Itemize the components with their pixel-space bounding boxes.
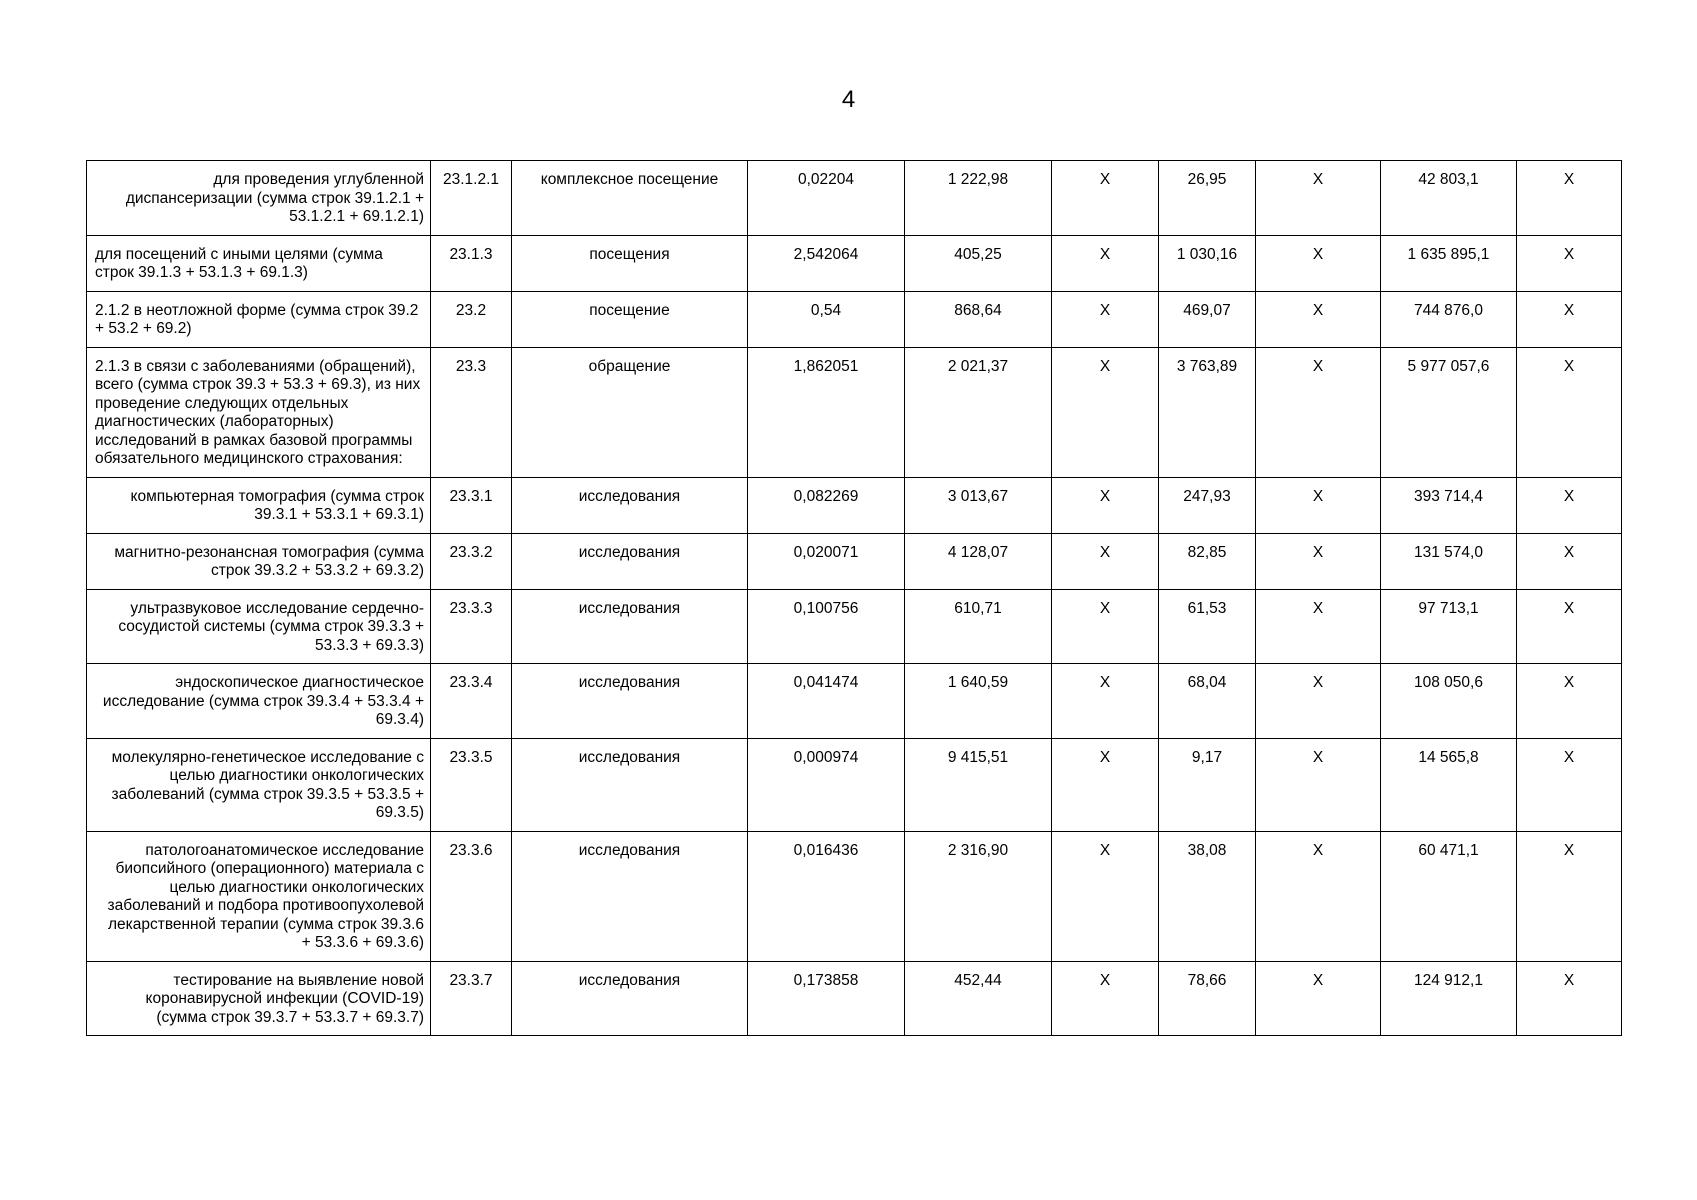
table-row — [87, 161, 1622, 236]
table-row — [87, 589, 1622, 664]
row-value-col9: 131 574,0 — [1381, 533, 1517, 589]
row-value-col10: Х — [1517, 533, 1622, 589]
row-code-cell: 23.3.2 — [431, 533, 512, 589]
row-value-col7: 469,07 — [1159, 291, 1256, 347]
row-code-cell: 23.3.1 — [431, 477, 512, 533]
row-value-col5: 3 013,67 — [905, 477, 1052, 533]
row-value-col5: 2 316,90 — [905, 831, 1052, 961]
row-code-cell: 23.3.3 — [431, 589, 512, 664]
row-name-cell: магнитно-резонансная томография (сумма строк 39.3.2 + 53.3.2 + 69.3.2) — [87, 533, 431, 589]
row-value-col6: Х — [1052, 664, 1159, 739]
row-code-cell: 23.3.7 — [431, 961, 512, 1036]
row-unit-cell: обращение — [512, 347, 748, 477]
row-value-col9: 5 977 057,6 — [1381, 347, 1517, 477]
row-value-col9: 14 565,8 — [1381, 738, 1517, 831]
row-value-col6: Х — [1052, 738, 1159, 831]
table-row — [87, 831, 1622, 961]
row-value-col10: Х — [1517, 589, 1622, 664]
row-value-col7: 3 763,89 — [1159, 347, 1256, 477]
row-code-cell: 23.1.3 — [431, 235, 512, 291]
table-row — [87, 664, 1622, 739]
row-value-col4: 0,016436 — [748, 831, 905, 961]
row-code-cell: 23.3.6 — [431, 831, 512, 961]
row-value-col4: 2,542064 — [748, 235, 905, 291]
row-name-cell: 2.1.3 в связи с заболеваниями (обращений), всего (сумма строк 39.3 + 53.3 + 69.3), из них проведение следующих отдельных диагностических (лабораторных) исследований в рамках базовой программы обязательного медицинского страхования: — [87, 347, 431, 477]
row-value-col4: 0,082269 — [748, 477, 905, 533]
row-value-col4: 0,041474 — [748, 664, 905, 739]
row-value-col4: 1,862051 — [748, 347, 905, 477]
table-row — [87, 533, 1622, 589]
row-value-col5: 405,25 — [905, 235, 1052, 291]
row-value-col6: Х — [1052, 533, 1159, 589]
table-row — [87, 347, 1622, 477]
row-value-col9: 42 803,1 — [1381, 161, 1517, 236]
row-value-col8: Х — [1256, 477, 1381, 533]
row-value-col10: Х — [1517, 291, 1622, 347]
row-value-col8: Х — [1256, 235, 1381, 291]
row-unit-cell: посещения — [512, 235, 748, 291]
row-value-col7: 68,04 — [1159, 664, 1256, 739]
table-row — [87, 961, 1622, 1036]
row-unit-cell: посещение — [512, 291, 748, 347]
row-value-col8: Х — [1256, 347, 1381, 477]
row-value-col7: 78,66 — [1159, 961, 1256, 1036]
row-value-col5: 1 222,98 — [905, 161, 1052, 236]
row-name-cell: для посещений с иными целями (сумма строк 39.1.3 + 53.1.3 + 69.1.3) — [87, 235, 431, 291]
row-unit-cell: исследования — [512, 664, 748, 739]
row-value-col5: 4 128,07 — [905, 533, 1052, 589]
row-value-col10: Х — [1517, 961, 1622, 1036]
row-unit-cell: исследования — [512, 589, 748, 664]
row-value-col5: 452,44 — [905, 961, 1052, 1036]
row-unit-cell: исследования — [512, 738, 748, 831]
row-value-col8: Х — [1256, 961, 1381, 1036]
row-value-col8: Х — [1256, 831, 1381, 961]
row-unit-cell: комплексное посещение — [512, 161, 748, 236]
row-value-col8: Х — [1256, 291, 1381, 347]
row-name-cell: для проведения углубленной диспансеризации (сумма строк 39.1.2.1 + 53.1.2.1 + 69.1.2.1) — [87, 161, 431, 236]
row-value-col7: 26,95 — [1159, 161, 1256, 236]
row-value-col7: 82,85 — [1159, 533, 1256, 589]
row-value-col9: 124 912,1 — [1381, 961, 1517, 1036]
row-value-col10: Х — [1517, 477, 1622, 533]
row-value-col10: Х — [1517, 235, 1622, 291]
row-value-col10: Х — [1517, 664, 1622, 739]
row-value-col10: Х — [1517, 831, 1622, 961]
row-name-cell: 2.1.2 в неотложной форме (сумма строк 39.2 + 53.2 + 69.2) — [87, 291, 431, 347]
data-table — [86, 160, 1622, 1036]
page-number: 4 — [841, 86, 856, 113]
row-unit-cell: исследования — [512, 533, 748, 589]
row-value-col10: Х — [1517, 738, 1622, 831]
row-name-cell: эндоскопическое диагностическое исследование (сумма строк 39.3.4 + 53.3.4 + 69.3.4) — [87, 664, 431, 739]
row-value-col5: 610,71 — [905, 589, 1052, 664]
row-value-col6: Х — [1052, 831, 1159, 961]
row-value-col10: Х — [1517, 161, 1622, 236]
row-value-col6: Х — [1052, 477, 1159, 533]
row-code-cell: 23.2 — [431, 291, 512, 347]
row-value-col4: 0,54 — [748, 291, 905, 347]
row-code-cell: 23.3 — [431, 347, 512, 477]
row-value-col9: 1 635 895,1 — [1381, 235, 1517, 291]
row-value-col7: 1 030,16 — [1159, 235, 1256, 291]
table-row — [87, 291, 1622, 347]
row-value-col4: 0,020071 — [748, 533, 905, 589]
row-value-col7: 247,93 — [1159, 477, 1256, 533]
row-value-col4: 0,173858 — [748, 961, 905, 1036]
row-value-col6: Х — [1052, 347, 1159, 477]
row-value-col5: 2 021,37 — [905, 347, 1052, 477]
row-value-col8: Х — [1256, 664, 1381, 739]
row-value-col6: Х — [1052, 961, 1159, 1036]
row-value-col5: 868,64 — [905, 291, 1052, 347]
row-value-col9: 744 876,0 — [1381, 291, 1517, 347]
row-code-cell: 23.3.4 — [431, 664, 512, 739]
row-name-cell: компьютерная томография (сумма строк 39.3.1 + 53.3.1 + 69.3.1) — [87, 477, 431, 533]
row-name-cell: тестирование на выявление новой коронавирусной инфекции (COVID-19) (сумма строк 39.3.7 + 53.3.7 + 69.3.7) — [87, 961, 431, 1036]
table-body — [87, 161, 1622, 1036]
row-value-col5: 1 640,59 — [905, 664, 1052, 739]
row-code-cell: 23.3.5 — [431, 738, 512, 831]
row-code-cell: 23.1.2.1 — [431, 161, 512, 236]
row-value-col8: Х — [1256, 589, 1381, 664]
row-value-col9: 60 471,1 — [1381, 831, 1517, 961]
table-row — [87, 738, 1622, 831]
row-name-cell: ультразвуковое исследование сердечно-сосудистой системы (сумма строк 39.3.3 + 53.3.3 + 69.3.3) — [87, 589, 431, 664]
row-unit-cell: исследования — [512, 961, 748, 1036]
row-value-col8: Х — [1256, 533, 1381, 589]
table-row — [87, 477, 1622, 533]
row-value-col7: 38,08 — [1159, 831, 1256, 961]
row-value-col8: Х — [1256, 161, 1381, 236]
row-value-col6: Х — [1052, 161, 1159, 236]
row-value-col9: 97 713,1 — [1381, 589, 1517, 664]
row-value-col6: Х — [1052, 235, 1159, 291]
row-unit-cell: исследования — [512, 477, 748, 533]
row-value-col9: 393 714,4 — [1381, 477, 1517, 533]
row-value-col8: Х — [1256, 738, 1381, 831]
row-value-col9: 108 050,6 — [1381, 664, 1517, 739]
row-value-col4: 0,000974 — [748, 738, 905, 831]
row-value-col7: 9,17 — [1159, 738, 1256, 831]
row-value-col10: Х — [1517, 347, 1622, 477]
row-name-cell: молекулярно-генетическое исследование с целью диагностики онкологических заболеваний (сумма строк 39.3.5 + 53.3.5 + 69.3.5) — [87, 738, 431, 831]
row-value-col6: Х — [1052, 291, 1159, 347]
row-value-col6: Х — [1052, 589, 1159, 664]
row-value-col7: 61,53 — [1159, 589, 1256, 664]
row-name-cell: патологоанатомическое исследование биопсийного (операционного) материала с целью диагностики онкологических заболеваний и подбора противоопухолевой лекарственной терапии (сумма строк 39.3.6 + 53.3.6 + 69.3.6) — [87, 831, 431, 961]
row-value-col5: 9 415,51 — [905, 738, 1052, 831]
row-unit-cell: исследования — [512, 831, 748, 961]
row-value-col4: 0,100756 — [748, 589, 905, 664]
row-value-col4: 0,02204 — [748, 161, 905, 236]
table-row — [87, 235, 1622, 291]
